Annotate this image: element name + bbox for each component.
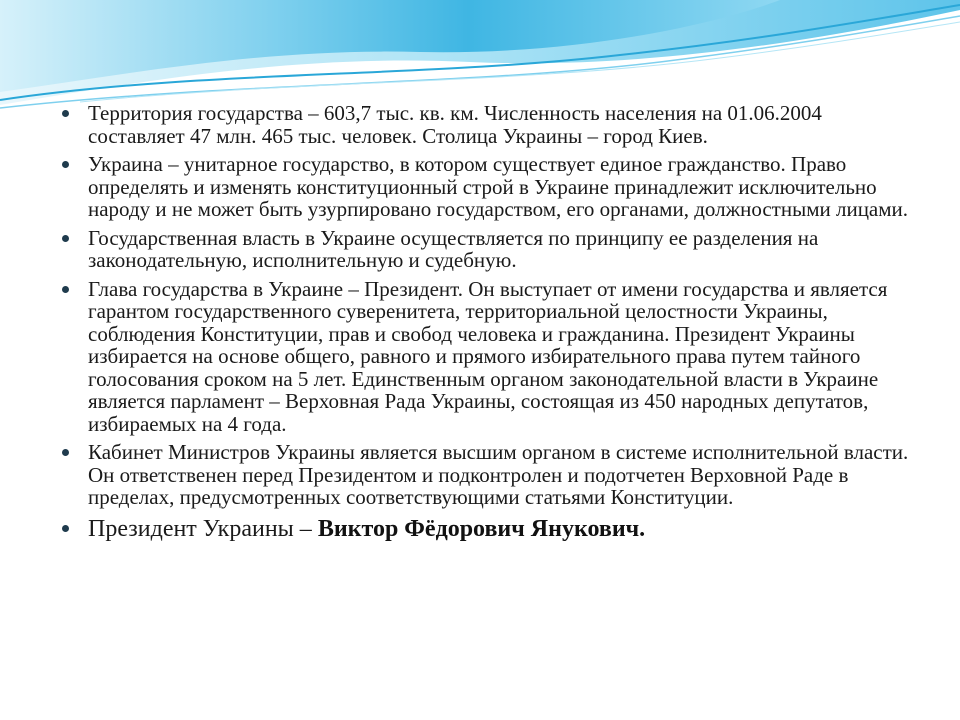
bullet-text: Кабинет Министров Украины является высшим органом в системе исполнительной власти. Он ответственен перед Президентом и подконтролен и подотчетен Верховной Раде в пределах, предусмотренных соответствующими статьями Конституции.: [88, 440, 909, 509]
bullet-dot-icon: [62, 235, 69, 242]
bullet-dot-icon: [62, 525, 69, 532]
bullet-text: Территория государства – 603,7 тыс. кв. км. Численность населения на 01.06.2004 составляет 47 млн. 465 тыс. человек. Столица Украины – город Киев.: [88, 101, 822, 148]
bullet-item-territory: [56, 102, 916, 147]
bullet-list: [56, 102, 916, 543]
bullet-item-head-of-state: [56, 278, 916, 436]
bullet-dot-icon: [62, 161, 69, 168]
bullet-text: Государственная власть в Украине осуществляется по принципу ее разделения на законодательную, исполнительную и судебную.: [88, 225, 819, 272]
bullet-text: Глава государства в Украине – Президент. Он выступает от имени государства и является гарантом государственного суверенитета, территориальной целостности Украины, соблюдения Конституции, прав и свобод человека и гражданина. Президент Украины избирается на основе общего, равного и прямого избирательного права путем тайного голосования сроком на 5 лет. Единственным органом законодательной власти в Украине является парламент – Верховная Рада Украины, состоящая из 450 народных депутатов, избираемых на 4 года.: [88, 276, 888, 436]
bullet-dot-icon: [62, 449, 69, 456]
bullet-dot-icon: [62, 110, 69, 117]
bullet-item-unitary-state: [56, 153, 916, 221]
president-prefix: Президент Украины –: [88, 515, 318, 542]
president-name: Виктор Фёдорович Янукович.: [317, 515, 646, 542]
bullet-item-separation-of-powers: [56, 227, 916, 272]
bullet-text: Украина – унитарное государство, в котором существует единое гражданство. Право определять и изменять конституционный строй в Украине принадлежит исключительно народу и не может быть узурпировано государством, его органами, должностными лицами.: [88, 152, 909, 221]
bullet-item-cabinet: [56, 441, 916, 509]
slide-content: [56, 102, 916, 549]
bullet-dot-icon: [62, 286, 69, 293]
bullet-item-president: [56, 515, 916, 543]
